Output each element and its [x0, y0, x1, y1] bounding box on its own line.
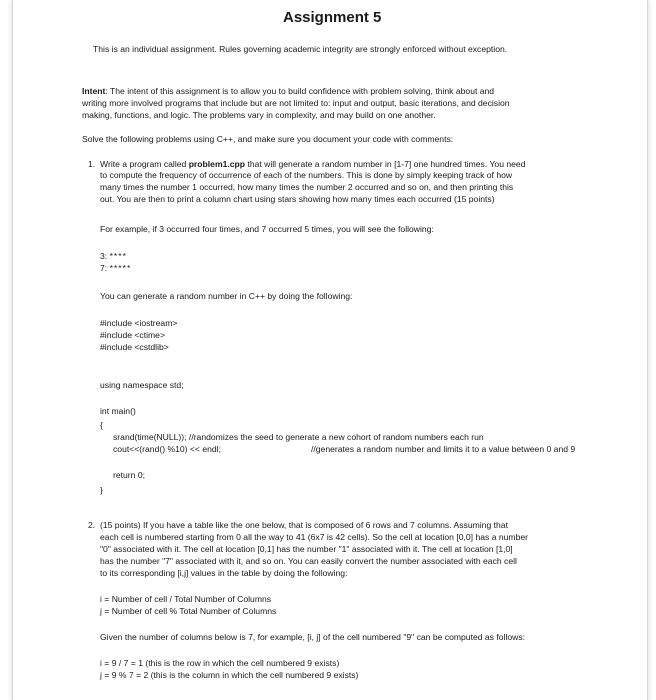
cout-comment: //generates a random number and limits it to a value between 0 and 9	[311, 444, 576, 454]
problem-2-line-2: each cell is numbered starting from 0 all the way to 41 (6x7 is 42 cells). So the cell at location [0,0] has a number	[100, 532, 528, 542]
problem-1-line-1-pre: Write a program called	[100, 159, 189, 169]
cout-line: cout<<(rand() %10) << endl;	[113, 444, 221, 454]
include-iostream: #include <iostream>	[100, 318, 178, 328]
srand-line: srand(time(NULL)); //randomizes the seed to generate a new cohort of random numbers each run	[113, 432, 484, 442]
problem-1-line-1-post: that will generate a random number in [1-7] one hundred times. You need	[245, 159, 526, 169]
problem-1-example: For example, if 3 occurred four times, and 7 occurred 5 times, you will see the following:	[100, 224, 434, 234]
formula-j: j = Number of cell % Total Number of Columns	[100, 606, 277, 616]
problem-2-line-3: "0" associated with it. The cell at location [0,1] has the number "1" associated with it. The cell at location [1,0]	[100, 544, 513, 554]
intent-line-1	[82, 86, 494, 97]
close-brace: }	[100, 485, 103, 495]
intent-label: Intent	[82, 86, 106, 96]
return-line: return 0;	[113, 470, 146, 480]
intent-line-3: making, functions, and logic. The problems vary in complexity, and may build on one another.	[82, 110, 436, 120]
output-2-label: 7:	[100, 263, 108, 273]
calc-i: i = 9 / 7 = 1 (this is the row in which the cell numbered 9 exists)	[100, 658, 340, 668]
include-cstdlib: #include <cstdlib>	[100, 342, 169, 352]
problem-1-line-4: out. You are then to print a column chart using stars showing how many times each occurred (15 points)	[100, 194, 495, 204]
output-line-2	[100, 263, 131, 274]
problem-1-line-1	[100, 159, 525, 170]
include-ctime: #include <ctime>	[100, 330, 165, 340]
problem-1-line-2: to compute the frequency of occurrence of each of the numbers. This is done by simply keeping track of how	[100, 170, 513, 180]
output-line-1	[100, 251, 127, 262]
problem-2-line-1: (15 points) If you have a table like the one below, that is composed of 6 rows and 7 columns. Assuming that	[100, 520, 508, 530]
problem-1-filename: problem1.cpp	[188, 159, 246, 169]
formula-i: i = Number of cell / Total Number of Columns	[100, 594, 272, 604]
problem-2-number: 2.	[88, 520, 96, 530]
random-intro: You can generate a random number in C++ by doing the following:	[100, 291, 353, 301]
output-2-stars: *****	[109, 263, 132, 273]
problem-2-line-5: to its corresponding [i,j] values in the table by doing the following:	[100, 568, 348, 578]
problem-2-line-4: has the number "7" associated with it, and so on. You can easily convert the number associated with each cell	[100, 556, 517, 566]
instructions: Solve the following problems using C++, and make sure you document your code with comments:	[82, 134, 454, 144]
problem-1-number: 1.	[88, 159, 96, 169]
intent-line-2: writing more involved programs that include but are not limited to: input and output, basic iterations, and decision	[82, 98, 510, 108]
using-namespace: using namespace std;	[100, 380, 184, 390]
open-brace: {	[100, 420, 103, 430]
page-title: Assignment 5	[283, 9, 382, 26]
calc-j: j = 9 % 7 = 2 (this is the column in which the cell numbered 9 exists)	[100, 670, 359, 680]
subtitle: This is an individual assignment. Rules governing academic integrity are strongly enforced without exception.	[93, 44, 508, 54]
given-text: Given the number of columns below is 7, for example, [i, j] of the cell numbered "9" can be computed as follows:	[100, 632, 526, 642]
document-page	[12, 0, 648, 700]
problem-1-line-3: many times the number 1 occurred, how many times the number 2 occurred and so on, and then printing this	[100, 182, 514, 192]
intent-text: : The intent of this assignment is to allow you to build confidence with problem solving, think about and	[105, 86, 495, 96]
output-1-stars: ****	[109, 251, 127, 261]
output-1-label: 3:	[100, 251, 108, 261]
main-signature: int main()	[100, 406, 136, 416]
